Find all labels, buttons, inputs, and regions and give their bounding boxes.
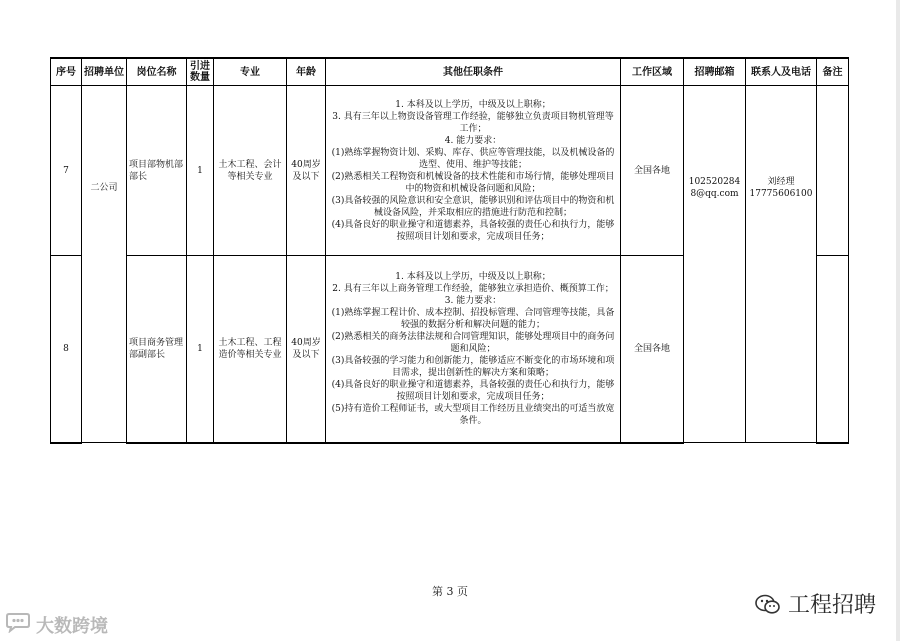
row7-requirements <box>326 86 621 256</box>
header-email: 招聘邮箱 <box>684 58 746 86</box>
header-area: 工作区域 <box>621 58 684 86</box>
watermark-right-text: 工程招聘 <box>787 593 876 618</box>
row8-age: 40周岁及以下 <box>287 256 326 443</box>
req-line: (2)熟悉相关工程物资和机械设备的技术性能和市场行情，能够处理项目中的物资和机械设备问题和风险； <box>331 171 615 194</box>
req-line: 3. 能力要求： <box>444 295 502 306</box>
req-line: 3. 具有三年以上物资设备管理工作经验，能够独立负责项目物机管理等工作； <box>332 111 614 134</box>
row8-area: 全国各地 <box>621 256 684 443</box>
speech-bubble-icon <box>4 613 32 638</box>
watermark-left-text: 大数跨境 <box>36 616 108 637</box>
row8-requirements <box>326 256 621 443</box>
recruitment-table <box>50 57 849 444</box>
header-unit: 招聘单位 <box>82 58 127 86</box>
table-row <box>51 86 849 256</box>
row7-count: 1 <box>187 86 214 256</box>
row7-seq: 7 <box>51 86 82 256</box>
contact-cell <box>746 86 817 443</box>
req-line: (2)熟悉相关的商务法律法规和合同管理知识，能够处理项目中的商务问题和风险； <box>331 331 615 354</box>
req-line: (5)持有造价工程师证书，或大型项目工作经历且业绩突出的可适当放宽条件。 <box>331 403 615 426</box>
header-contact: 联系人及电话 <box>746 58 817 86</box>
row7-unit: 二公司 <box>82 86 127 443</box>
req-line: 2. 具有三年以上商务管理工作经验，能够独立承担造价、概预算工作； <box>332 283 614 294</box>
req-line: 1. 本科及以上学历，中级及以上职称； <box>395 99 551 110</box>
watermark-left <box>4 612 108 638</box>
header-major: 专业 <box>214 58 287 86</box>
row8-position: 项目商务管理部副部长 <box>127 256 187 443</box>
contact-phone: 17775606100 <box>749 189 813 199</box>
header-count: 引进数量 <box>187 58 214 86</box>
row7-major: 土木工程、会计等相关专业 <box>214 86 287 256</box>
row7-area: 全国各地 <box>621 86 684 256</box>
req-line: (3)具备较强的学习能力和创新能力，能够适应不断变化的市场环境和项目需求，提出创新性的解决方案和策略； <box>331 355 615 378</box>
req-line: (3)具备较强的风险意识和安全意识，能够识别和评估项目中的物资和机械设备风险，并采取相应的措施进行防范和控制； <box>331 195 615 218</box>
header-remarks: 备注 <box>817 58 849 86</box>
wechat-icon <box>754 593 780 615</box>
row7-remarks <box>817 86 849 256</box>
row8-count: 1 <box>187 256 214 443</box>
req-line: (4)具备良好的职业操守和道德素养，具备较强的责任心和执行力，能够按照项目计划和要求，完成项目任务； <box>331 379 615 402</box>
contact-name: 刘经理 <box>767 177 795 187</box>
req-line: (1)熟练掌握工程计价、成本控制、招投标管理、合同管理等技能，具备较强的数据分析和解决问题的能力； <box>331 307 615 330</box>
page-number: 第 3 页 <box>432 585 468 598</box>
header-seq: 序号 <box>51 58 82 86</box>
watermark-right <box>754 588 876 619</box>
header-requirements: 其他任职条件 <box>326 58 621 86</box>
req-line: (4)具备良好的职业操守和道德素养，具备较强的责任心和执行力，能够按照项目计划和要求，完成项目任务； <box>331 219 615 242</box>
recruit-email: 1025202848@qq.com <box>684 86 746 443</box>
header-row <box>51 58 849 86</box>
header-position: 岗位名称 <box>127 58 187 86</box>
row8-remarks <box>817 256 849 443</box>
req-line: 4. 能力要求： <box>444 135 502 146</box>
row7-position: 项目部物机部部长 <box>127 86 187 256</box>
req-line: (1)熟练掌握物资计划、采购、库存、供应等管理技能，以及机械设备的选型、使用、维护等技能； <box>331 147 615 170</box>
row7-age: 40周岁及以下 <box>287 86 326 256</box>
row8-seq: 8 <box>51 256 82 443</box>
row8-major: 土木工程、工程造价等相关专业 <box>214 256 287 443</box>
header-age: 年龄 <box>287 58 326 86</box>
req-line: 1. 本科及以上学历，中级及以上职称； <box>395 271 551 282</box>
